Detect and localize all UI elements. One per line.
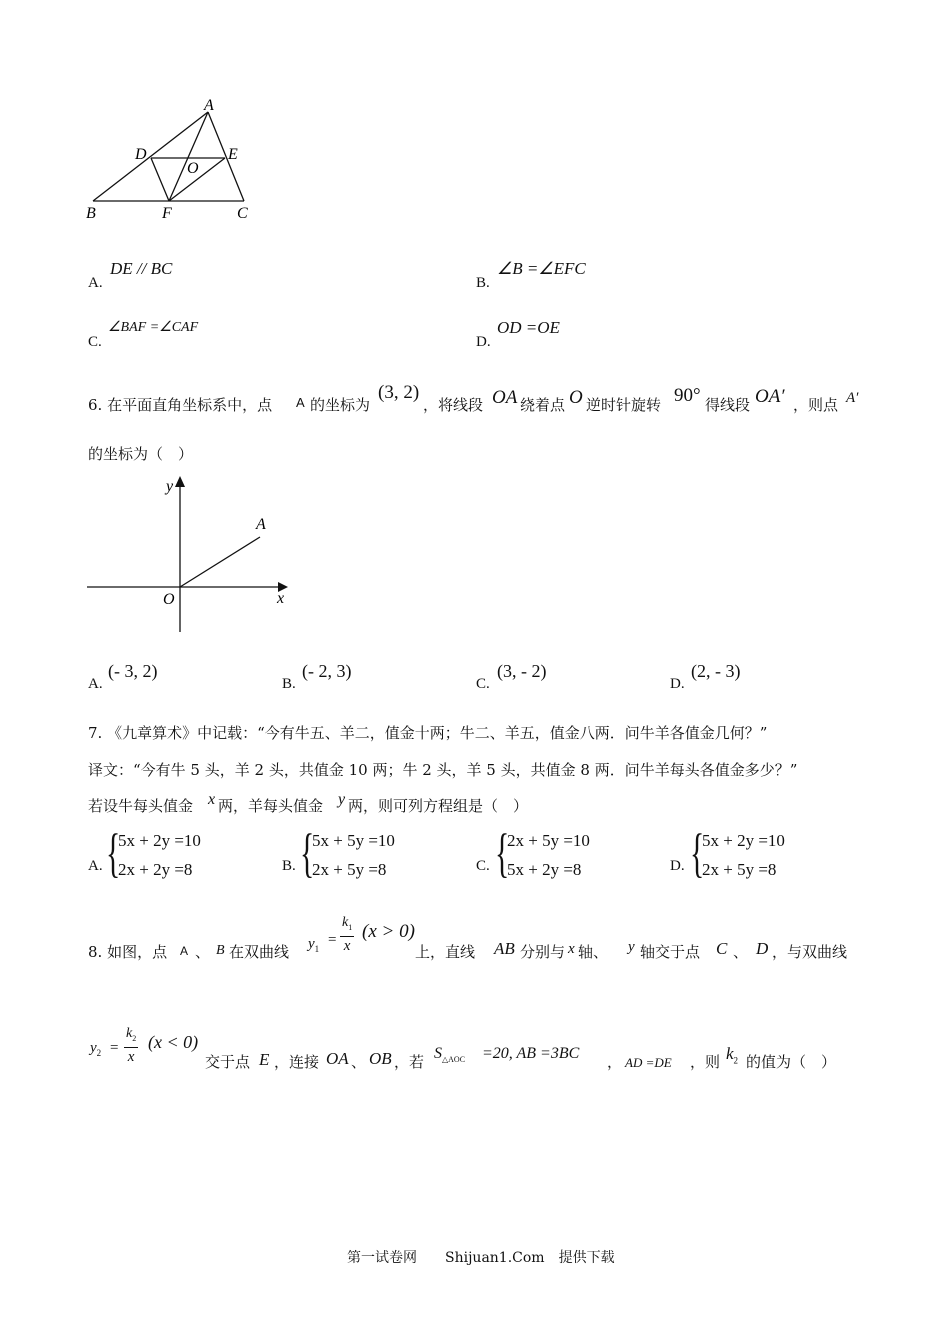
q6-text-part: 得线段 — [705, 396, 751, 414]
label-c: C — [237, 205, 248, 222]
q8-point-d: D — [756, 939, 769, 958]
equals-sign: = — [110, 1040, 119, 1056]
q8-text-part: 、 — [351, 1053, 367, 1071]
q6-option-a-expr[interactable]: (- 3, 2) — [108, 661, 158, 681]
label-a: A — [256, 516, 266, 533]
q6-question-line2: 的坐标为（ ） — [88, 445, 194, 463]
q7-option-b-system[interactable] — [312, 826, 395, 884]
q8-text-part: ，连接 — [274, 1053, 320, 1071]
q8-segment-ob: OB — [369, 1049, 392, 1068]
q7-question-line2: 译文：“今有牛 5 头，羊 2 头，共值金 10 两；牛 2 头，羊 5 头，共值金 8 两．问牛羊每头各值金多少？” — [88, 761, 798, 779]
triangle-figure — [80, 95, 270, 230]
q6-segment-oa: OA — [492, 387, 518, 408]
label-f: F — [162, 205, 172, 222]
q8-point-a: A — [180, 944, 189, 958]
coordinate-figure — [80, 470, 300, 640]
q8-y1: $y_1$ — [308, 936, 320, 954]
q7-var-y: y — [338, 791, 346, 808]
q8-text-part: 交于点 — [205, 1053, 251, 1071]
q8-text-part: 8. 如图，点 — [88, 943, 168, 961]
q8-text-part: ， — [607, 1053, 623, 1071]
q8-condition-2: (x < 0) — [148, 1032, 199, 1052]
equation: 2x + 5y =8 — [312, 860, 387, 879]
equation: 5x + 2y =10 — [702, 831, 785, 850]
label-e: E — [228, 146, 238, 163]
q8-text-part: 、 — [733, 943, 749, 961]
equation: 5x + 2y =10 — [118, 831, 201, 850]
q8-text-part: ，若 — [394, 1053, 425, 1071]
brace-icon: { — [690, 823, 705, 883]
q6-option-c-letter[interactable]: C. — [476, 676, 490, 692]
q8-text-part: 的值为（ ） — [746, 1053, 837, 1071]
q5-option-b-expr[interactable]: ∠B =∠EFC — [497, 259, 586, 278]
q7-option-a-system[interactable] — [118, 826, 201, 884]
q6-option-b-letter[interactable]: B. — [282, 676, 296, 692]
q8-text-part: ，则 — [690, 1053, 721, 1071]
q6-text-part: 的坐标为 — [310, 396, 371, 414]
q5-option-b-letter[interactable]: B. — [476, 275, 490, 291]
label-o: O — [187, 160, 199, 177]
q6-text-part: 绕着点 — [520, 396, 566, 414]
q5-option-d-expr[interactable]: OD =OE — [497, 318, 560, 337]
q8-text-part: 在双曲线 — [229, 943, 290, 961]
q7-text-part: 两，羊每头值金 — [218, 797, 324, 815]
label-d: D — [135, 146, 147, 163]
q7-option-d-system[interactable] — [702, 826, 785, 884]
q7-option-c-system[interactable] — [507, 826, 590, 884]
equation: 2x + 2y =8 — [118, 860, 193, 879]
q5-option-c-letter[interactable]: C. — [88, 334, 102, 350]
q8-text-part: 轴、 — [578, 943, 609, 961]
q7-option-c-letter[interactable]: C. — [476, 858, 490, 874]
q8-text-part: ，与双曲线 — [772, 943, 848, 961]
q8-area-condition: =20, AB =3BC — [482, 1045, 580, 1062]
label-b: B — [86, 205, 96, 222]
q7-text-part: 两，则可列方程组是（ ） — [348, 797, 529, 815]
q8-text-part: 、 — [195, 943, 211, 961]
q8-question-line2 — [88, 1023, 868, 1075]
q8-point-c: C — [716, 939, 728, 958]
label-o: O — [163, 591, 175, 608]
q6-option-d-letter[interactable]: D. — [670, 676, 685, 692]
q6-text-part: 逆时针旋转 — [586, 396, 662, 414]
q6-coord: (3, 2) — [378, 382, 420, 403]
q8-fraction-k2: $\frac{k_2}{x}$ — [126, 1026, 137, 1065]
q8-fraction-k1: $\frac{k_1}{x}$ — [342, 915, 353, 954]
brace-icon: { — [495, 823, 510, 883]
q7-question-line3 — [88, 790, 568, 818]
q7-option-b-letter[interactable]: B. — [282, 858, 296, 874]
q6-text-part: ，将线段 — [423, 396, 484, 414]
q6-text-part: 6. 在平面直角坐标系中，点 — [88, 396, 273, 414]
q8-question-line1 — [88, 915, 878, 965]
segment-df — [151, 158, 169, 201]
q5-option-d-letter[interactable]: D. — [476, 334, 491, 350]
q8-condition-1: (x > 0) — [362, 921, 415, 942]
q5-option-a-letter[interactable]: A. — [88, 275, 103, 291]
label-y: y — [166, 478, 174, 495]
q8-line-ab: AB — [494, 939, 515, 958]
q5-option-c-expr[interactable]: ∠BAF =∠CAF — [108, 320, 199, 335]
q7-option-a-letter[interactable]: A. — [88, 858, 103, 874]
q8-text-part: 分别与 — [520, 943, 566, 961]
q8-text-part: 上，直线 — [415, 943, 476, 961]
q6-point-o: O — [569, 387, 583, 408]
q8-x-axis: x — [568, 941, 575, 957]
q8-segment-oa: OA — [326, 1049, 349, 1068]
y-axis-arrow — [175, 476, 185, 487]
equation: 5x + 5y =10 — [312, 831, 395, 850]
q7-question-line1: 7. 《九章算术》中记载：“今有牛五、羊二，值金十两；牛二、羊五，值金八两．问牛羊各值金几何？” — [88, 724, 768, 742]
equation: 5x + 2y =8 — [507, 860, 582, 879]
equation: 2x + 5y =8 — [702, 860, 777, 879]
label-a: A — [204, 97, 214, 114]
q8-point-b: B — [216, 943, 225, 958]
brace-icon: { — [106, 823, 121, 883]
q6-option-c-expr[interactable]: (3, - 2) — [497, 661, 547, 681]
q8-k2: $k_2$ — [726, 1044, 739, 1066]
q6-angle: 90° — [674, 385, 701, 406]
q8-point-e: E — [259, 1050, 270, 1069]
label-x: x — [277, 590, 285, 607]
brace-icon: { — [300, 823, 315, 883]
equals-sign: = — [328, 932, 337, 948]
q8-area-s: $S_{\triangle AOC}$ — [434, 1045, 466, 1065]
q6-option-a-letter[interactable]: A. — [88, 676, 103, 692]
q7-option-d-letter[interactable]: D. — [670, 858, 685, 874]
q7-text-part: 若设牛每头值金 — [88, 797, 194, 815]
q6-point-a: A — [296, 395, 305, 410]
q8-y2: $y_2$ — [90, 1040, 102, 1058]
segment-af — [169, 112, 208, 201]
side-ab — [93, 112, 208, 201]
q6-text-part: ，则点 — [793, 396, 839, 414]
q6-point-a-prime: A′ — [846, 390, 859, 406]
q5-option-a-expr[interactable]: DE // BC — [110, 259, 173, 278]
page-footer: 第一试卷网 Shijuan1.Com 提供下载 — [347, 1250, 615, 1266]
q7-var-x: x — [208, 791, 216, 808]
q8-ad-de: AD =DE — [625, 1055, 672, 1070]
side-ac — [208, 112, 244, 201]
q6-option-b-expr[interactable]: (- 2, 3) — [302, 661, 352, 681]
segment-oa — [180, 537, 260, 587]
q6-segment-oa-prime: OA′ — [755, 386, 785, 407]
q8-y-axis: y — [628, 939, 635, 955]
q6-option-d-expr[interactable]: (2, - 3) — [691, 661, 741, 681]
q8-text-part: 轴交于点 — [640, 943, 701, 961]
equation: 2x + 5y =10 — [507, 831, 590, 850]
